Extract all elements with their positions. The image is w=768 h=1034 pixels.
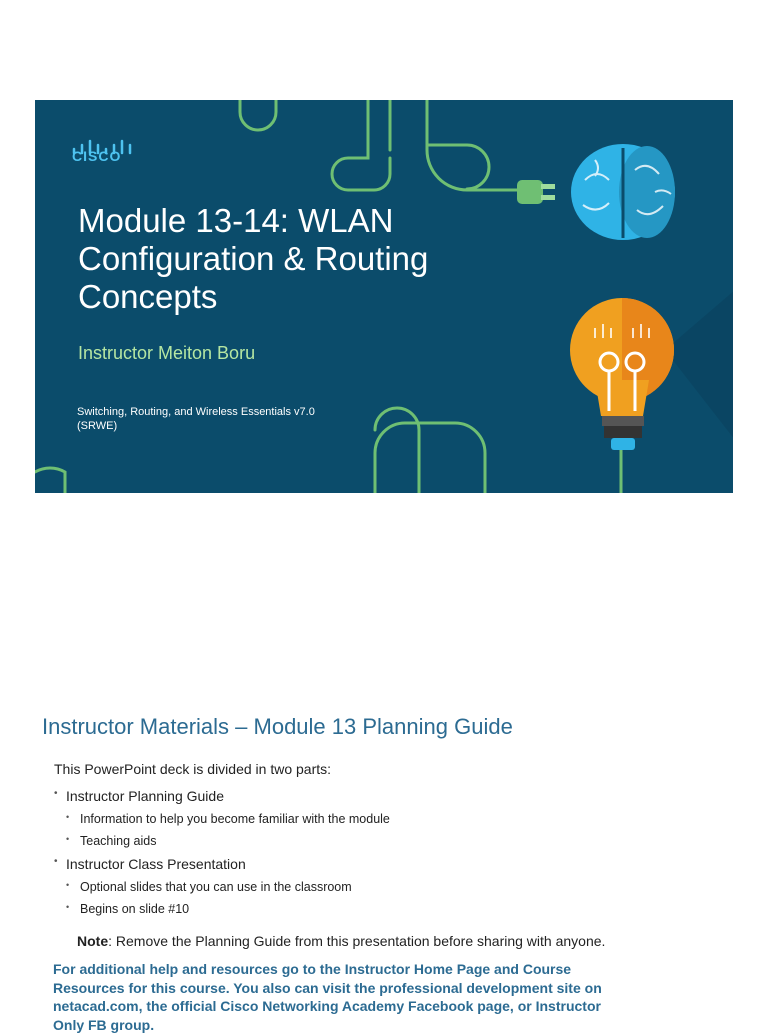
sub-list-item: • Begins on slide #10: [54, 902, 390, 924]
help-line: netacad.com, the official Cisco Networking Academy Facebook page, or Instructor: [53, 997, 693, 1016]
sub-list-item: • Teaching aids: [54, 834, 390, 856]
note-label: Note: [77, 933, 108, 949]
course-line: Switching, Routing, and Wireless Essentials v7.0: [77, 405, 315, 419]
bullet-list: [54, 788, 390, 924]
cisco-wordmark: CISCO: [72, 148, 121, 164]
list-item: • Instructor Class Presentation: [54, 856, 390, 880]
note-text: [77, 933, 605, 949]
course-name: [77, 405, 315, 433]
help-line: Resources for this course. You also can visit the professional development site on: [53, 979, 693, 998]
help-line: Only FB group.: [53, 1016, 693, 1034]
title-line: Module 13-14: WLAN: [78, 202, 498, 240]
note-body: : Remove the Planning Guide from this presentation before sharing with anyone.: [108, 933, 605, 949]
title-line: Configuration & Routing: [78, 240, 498, 278]
slide-title: [78, 202, 498, 316]
intro-text: This PowerPoint deck is divided in two parts:: [54, 761, 331, 777]
sub-list-item: • Information to help you become familiar with the module: [54, 812, 390, 834]
title-slide: [35, 100, 733, 493]
help-paragraph: [53, 960, 693, 1034]
sub-list-item: • Optional slides that you can use in the classroom: [54, 880, 390, 902]
course-line: (SRWE): [77, 419, 315, 433]
planning-guide-slide: [0, 700, 768, 1024]
help-line: For additional help and resources go to the Instructor Home Page and Course: [53, 960, 693, 979]
slide-heading: Instructor Materials – Module 13 Planning Guide: [42, 714, 513, 740]
list-item: • Instructor Planning Guide: [54, 788, 390, 812]
title-line: Concepts: [78, 278, 498, 316]
instructor-name: Instructor Meiton Boru: [78, 343, 255, 364]
brain-icon: [571, 144, 675, 240]
light-bulb-icon: [570, 290, 733, 450]
plug-icon: [517, 180, 555, 204]
